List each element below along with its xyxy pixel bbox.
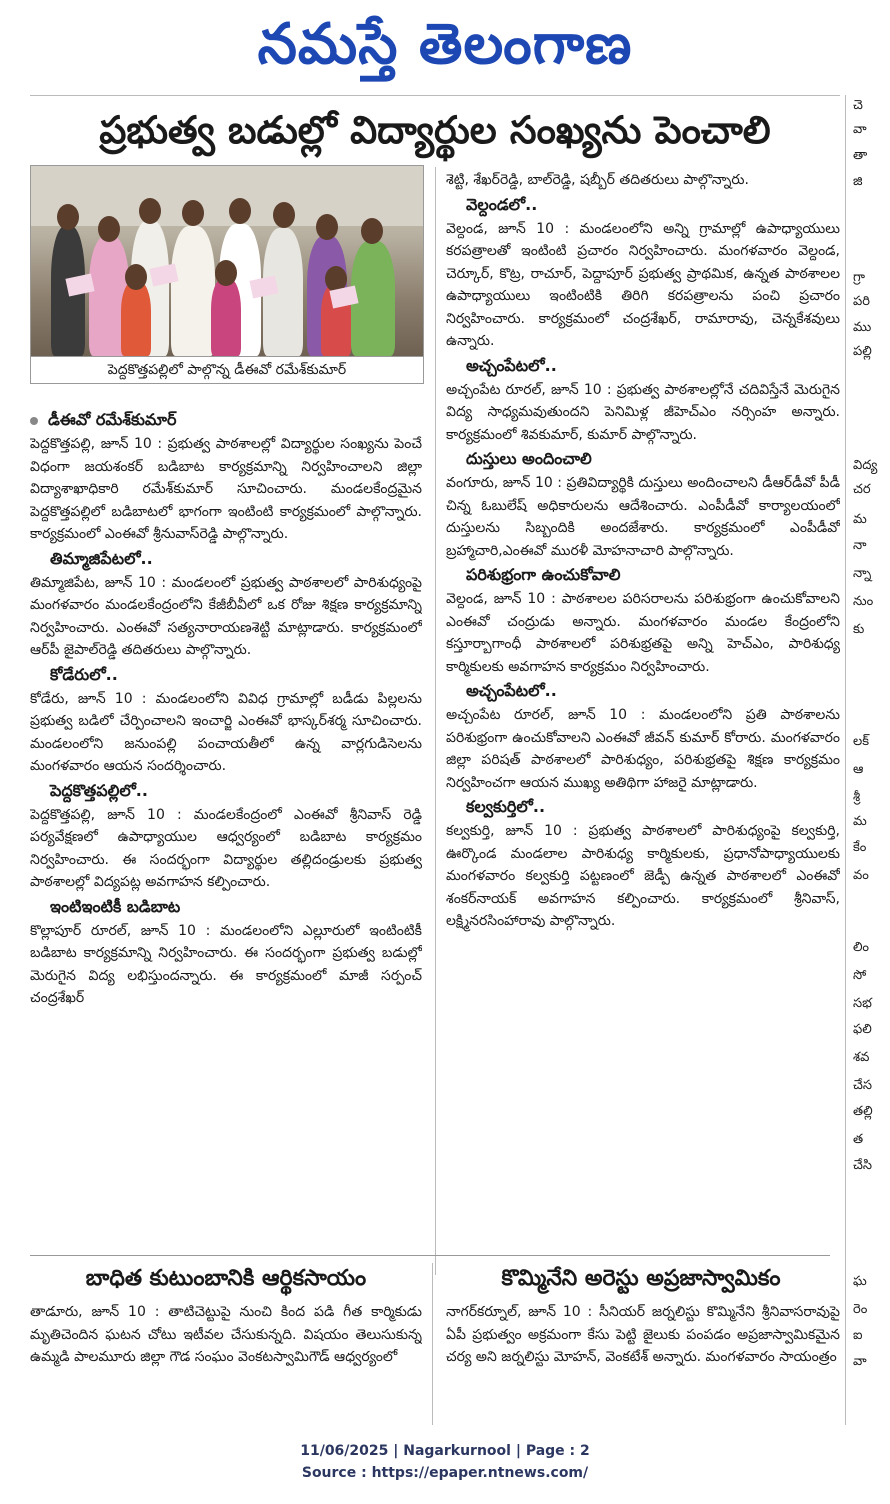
section-body: అచ్చంపేట రూరల్, జూన్ 10 : ప్రభుత్వ పాఠశాలల్లోనే చదివిస్తేనే మెరుగైన విద్య సాధ్యమవుతుందని పెనిమిళ్ల జీహెచ్‌ఎం నర్సింహ అన్నారు. కార్యక్రమంలో శివకుమార్, కుమార్ పాల్గొన్నారు. — [446, 381, 840, 443]
section-title: కల్వకుర్తిలో.. — [466, 797, 546, 816]
edge-fragment: వం — [853, 868, 869, 883]
edge-fragment: రెం — [853, 1302, 868, 1317]
edge-fragment: సభ — [853, 996, 872, 1011]
lead-paragraph: పెద్దకొత్తపల్లి, జూన్ 10 : ప్రభుత్వ పాఠశాలల్లో విద్యార్థుల సంఖ్యను పెంచే విధంగా జయశంకర్ బడిబాట కార్యక్రమాన్ని నిర్వహించాలని జిల్లా విద్యాశాఖాధికారి రమేశ్‌కుమార్ సూచించారు. మండలకేంద్రమైన పెద్దకొత్తపల్లిలో బడిబాటలో భాగంగా ఇంటింటి కార్యక్రమంలో పాల్గొన్నారు. కార్యక్రమంలో ఎంఈవో శ్రీనువాస్‌రెడ్డి పాల్గొన్నారు. — [30, 436, 422, 542]
section-divider — [30, 1255, 830, 1256]
edge-fragment: ఐ — [853, 1328, 863, 1343]
edge-fragment: లిం — [853, 940, 870, 955]
edge-fragment: ము — [853, 320, 872, 335]
edge-fragment: సో — [853, 968, 867, 983]
news-page — [30, 95, 840, 1425]
column-divider — [432, 1263, 433, 1425]
bottom-left-story — [30, 1301, 422, 1425]
photo-caption: పెద్దకొత్తపల్లిలో పాల్గొన్న డీఈవో రమేశ్‌కుమార్ — [30, 357, 424, 384]
section-body: వెల్దండ, జూన్ 10 : మండలంలోని అన్ని గ్రామాల్లో ఉపాధ్యాయులు కరపత్రాలతో ఇంటింటి ప్రచారం నిర్వహించారు. మంగళవారం వెల్దండ, చెర్కూర్, కొట్ర, రాచూర్, పెద్దాపూర్ ప్రభుత్వ ప్రాథమిక, ఉన్నత పాఠశాలల ఉపాధ్యాయులు ఇంటింటికి తిరిగి కరపత్రాలను పంచి ప్రచారం నిర్వహించారు. కార్యక్రమంలో చంద్రశేఖర్, రామారావు, చెన్నకేశవులు ఉన్నారు. — [446, 220, 840, 349]
edge-fragment: ఘ — [853, 1274, 867, 1289]
section-body: కొల్లాపూర్ రూరల్, జూన్ 10 : మండలంలోని ఎల్లూరులో ఇంటింటికీ బడిబాట కార్యక్రమాన్ని నిర్వహించారు. ఈ సందర్భంగా ప్రభుత్వ బడుల్లో మెరుగైన విద్య లభిస్తుందన్నారు. ఈ కార్యక్రమంలో మాజీ సర్పంచ్ చంద్రశేఖర్ — [30, 922, 422, 1006]
footer — [0, 1440, 890, 1484]
edge-fragment: త — [853, 1132, 864, 1147]
edge-fragment: ఆ — [853, 762, 864, 777]
section-title: అచ్చంపేటలో.. — [466, 355, 557, 375]
section-title: పెద్దకొత్తపల్లిలో.. — [50, 780, 148, 800]
edge-fragment: ఫలి — [853, 1022, 872, 1037]
story-body: తాడూరు, జూన్ 10 : తాటిచెట్టుపై నుంచి కింద పడి గీత కార్మికుడు మృతిచెందిన ఘటన చోటు ఇటీవల చేసుకున్నది. విషయం తెలుసుకున్న ఉమ్మడి పాలమూరు జిల్లా గౌడ సంఘం వెంకటస్వామిగౌడ్ ఆధ్వర్యంలో — [30, 1304, 422, 1365]
top-divider — [30, 95, 840, 96]
section-title: పరిశుభ్రంగా ఉంచుకోవాలి — [466, 565, 621, 584]
edge-fragment: న్నా — [853, 566, 872, 581]
edge-fragment: వా — [853, 1354, 867, 1369]
column-divider — [435, 167, 436, 1275]
edge-fragment: లక్ — [853, 734, 870, 749]
edge-fragment: శవ — [853, 1050, 870, 1065]
news-photo — [30, 165, 424, 357]
newspaper-title: నమస్తే తెలంగాణ — [257, 12, 633, 77]
section-title: ఇంటిఇంటికీ బడిబాట — [50, 896, 181, 916]
section-body: వంగూరు, జూన్ 10 : ప్రతివిద్యార్థికి దుస్తులు అందించాలని డీఆర్‌డీవో పీడీ చిన్న ఓబులేష్ అధికారులను ఆదేశించారు. ఎంపీడీవో కార్యాలయంలో దుస్తులను సిబ్బందికి అందజేశారు. కార్యక్రమంలో ఎంపీడీవో బ్రహ్మాచారి,ఎంఈవో మురళీ మోహనాచారి పాల్గొన్నారు. — [446, 475, 840, 559]
edge-fragment: తా — [853, 148, 868, 163]
section-body: అచ్చంపేట రూరల్, జూన్ 10 : మండలంలోని ప్రతి పాఠశాలను పరిశుభ్రంగా ఉంచుకోవాలని ఎంఈవో జీవన్ కుమార్ కోరారు. మంగళవారం జిల్లా పరిషత్ పాఠశాలలో పారిశుధ్యం, పరిశుభ్రతపై శిక్షణ కార్యక్రమం నిర్వహించగా ఆయన ముఖ్య అతిథిగా హాజరై మాట్లాడారు. — [446, 707, 840, 791]
section-title: కోడేరులో.. — [50, 664, 118, 684]
section-body: తిమ్మాజిపేట, జూన్ 10 : మండలంలో ప్రభుత్వ పాఠశాలలో పారిశుధ్యంపై మంగళవారం మండలకేంద్రంలోని కేజీబీవీలో ఒక రోజు శిక్షణ కార్యక్రమాన్ని నిర్వహించారు. ఎంఈవో సత్యనారాయణశెట్టి మాట్లాడారు. కార్యక్రమంలో ఆర్‌పీ జైపాల్‌రెడ్డి తదితరులు పాల్గొన్నారు. — [30, 574, 422, 658]
edge-fragment: కేం — [853, 840, 867, 855]
masthead — [0, 0, 890, 88]
adjacent-column-fragment — [845, 95, 890, 1425]
bottom-right-headline: కొమ్మినేని అరెస్టు అప్రజాస్వామికం — [501, 1266, 781, 1291]
edge-fragment: చర — [853, 482, 871, 497]
edge-fragment: శ్రీ — [853, 790, 861, 805]
edge-fragment: నా — [853, 538, 867, 553]
bottom-right-story — [446, 1301, 840, 1425]
bottom-left-headline: బాధిత కుటుంబానికి ఆర్థికసాయం — [85, 1266, 367, 1291]
edge-fragment: విద్య — [853, 458, 878, 473]
left-column — [30, 407, 422, 1277]
section-title: దుస్తులు అందించాలి — [466, 449, 592, 468]
edge-fragment: చె — [853, 98, 863, 113]
edge-fragment: చేస — [853, 1078, 873, 1093]
section-body: వెల్దండ, జూన్ 10 : పాఠశాలల పరిసరాలను పరిశుభ్రంగా ఉంచుకోవాలని ఎంఈవో చంద్రుడు అన్నారు. మంగళవారం మండల కేంద్రంలోని కస్తూర్బాగాంధీ పాఠశాలలో పరిశుభ్రతపై అన్ని హెచ్‌ఎం, పారిశుధ్య కార్మికులకు అవగాహన కార్యక్రమం నిర్వహించారు. — [446, 591, 840, 675]
edition-info: 11/06/2025 | Nagarkurnool | Page : 2 — [300, 1443, 590, 1459]
edge-fragment: వా — [853, 122, 867, 137]
section-title: తిమ్మాజిపేటలో.. — [50, 548, 153, 568]
section-body: కల్వకుర్తి, జూన్ 10 : ప్రభుత్వ పాఠశాలలో పారిశుధ్యంపై కల్వకుర్తి, ఊర్కొండ మండలాల పారిశుధ్య కార్మికులకు, ప్రధానోపాధ్యాయులకు మంగళవారం కల్వకుర్తి పట్టణంలో జెడ్పీ ఉన్నత పాఠశాలలో ఎంఈవో శంకర్‌నాయక్ అవగాహన కల్పించారు. కార్యక్రమంలో శ్రీనివాస్, లక్ష్మినరసింహారావు పాల్గొన్నారు. — [446, 823, 840, 929]
source-link[interactable]: Source : https://epaper.ntnews.com/ — [301, 1465, 589, 1481]
section-title: వెల్దండలో.. — [466, 194, 538, 214]
edge-fragment: నుం — [853, 594, 874, 609]
bullet-icon — [30, 417, 38, 425]
edge-fragment: మ — [853, 814, 867, 829]
main-headline: ప్రభుత్వ బడుల్లో విద్యార్థుల సంఖ్యను పెంచాలి — [99, 108, 771, 152]
right-column — [446, 169, 840, 1277]
story-body: నాగర్‌కర్నూల్, జూన్ 10 : సీనియర్ జర్నలిస్టు కొమ్మినేని శ్రీనివాసరావుపై ఏపీ ప్రభుత్వం అక్రమంగా కేసు పెట్టి జైలుకు పంపడం అప్రజాస్వామికమైన చర్య అని జర్నలిస్టు మోహన్, వెంకటేశ్ అన్నారు. మంగళవారం సాయంత్రం — [446, 1304, 840, 1365]
byline: డీఈవో రమేశ్‌కుమార్ — [30, 407, 422, 433]
edge-fragment: కు — [853, 622, 865, 637]
edge-fragment: మ — [853, 512, 867, 527]
continuation-text: శెట్టి, శేఖర్‌రెడ్డి, బాల్‌రెడ్డి, షబ్బీర్ తదితరులు పాల్గొన్నారు. — [446, 172, 749, 188]
edge-fragment: జి — [853, 174, 863, 189]
edge-fragment: తల్లి — [853, 1104, 873, 1119]
section-body: కోడేరు, జూన్ 10 : మండలంలోని వివిధ గ్రామాల్లో బడీడు పిల్లలను ప్రభుత్వ బడిలో చేర్పించాలని ఇంచార్జి ఎంఈవో భాస్కర్‌శర్మ సూచించారు. మండలంలోని జనుంపల్లి పంచాయతీలో ఉన్న వార్లగుడిసెలను మంగళవారం ఆయన సందర్శించారు. — [30, 690, 422, 774]
edge-fragment: గ్రా — [853, 270, 865, 285]
section-title: అచ్చంపేటలో.. — [466, 681, 557, 700]
edge-fragment: చేసి — [853, 1158, 873, 1173]
section-body: పెద్దకొత్తపల్లి, జూన్ 10 : మండలకేంద్రంలో ఎంఈవో శ్రీనివాస్ రెడ్డి పర్యవేక్షణలో ఉపాధ్యాయుల ఆధ్వర్యంలో బడిబాట కార్యక్రమం నిర్వహించారు. ఈ సందర్భంగా విద్యార్థుల తల్లిదండ్రులకు ప్రభుత్వ పాఠశాలల్లో విద్యపట్ల అవగాహన కల్పించారు. — [30, 806, 422, 890]
edge-fragment: పల్లి — [853, 344, 872, 359]
edge-fragment: పరి — [853, 294, 870, 309]
